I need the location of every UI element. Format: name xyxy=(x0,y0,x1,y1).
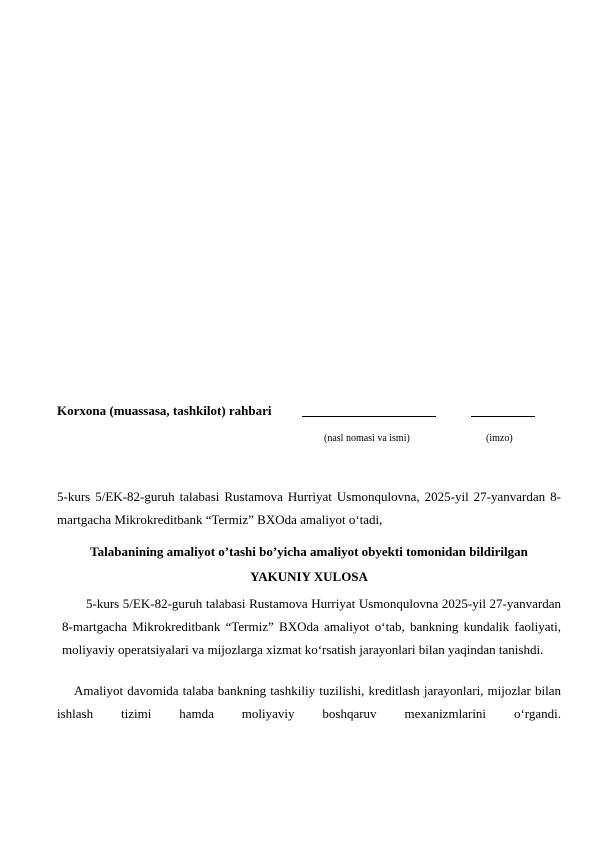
signature-label: Korxona (muassasa, tashkilot) rahbari xyxy=(57,403,272,418)
name-signature-line xyxy=(302,416,436,417)
conclusion-heading: Talabanining amaliyot o’tashi bo’yicha amaliyot obyekti tomonidan bildirilgan xyxy=(90,544,528,559)
signature-caption: (imzo) xyxy=(486,433,513,444)
intro-paragraph: 5-kurs 5/EK-82-guruh talabasi Rustamova Hurriyat Usmonqulovna, 2025-yil 27-yanvardan 8-martgacha Mikrokreditbank “Termiz” BXOda amaliyot o‘tadi, xyxy=(57,489,561,527)
conclusion-title: YAKUNIY XULOSA xyxy=(250,569,368,584)
body-paragraph: 5-kurs 5/EK-82-guruh talabasi Rustamova Hurriyat Usmonqulovna 2025-yil 27-yanvardan 8-martgacha Mikrokreditbank “Termiz” BXOda amaliyot o‘tab, bankning kundalik faoliyati, moliyaviy operatsiyalari va mijozlarga xizmat ko‘rsatish jarayonlari bilan yaqindan tanishdi. xyxy=(62,596,561,657)
body-paragraph: Amaliyot davomida talaba bankning tashkiliy tuzilishi, kreditlash jarayonlari, mijozlar bilan ishlash tizimi hamda moliyaviy boshqaruv mexanizmlarini o‘rgandi. xyxy=(57,683,561,721)
name-caption: (nasl nomasi va ismi) xyxy=(324,433,410,444)
signature-line xyxy=(471,416,535,417)
